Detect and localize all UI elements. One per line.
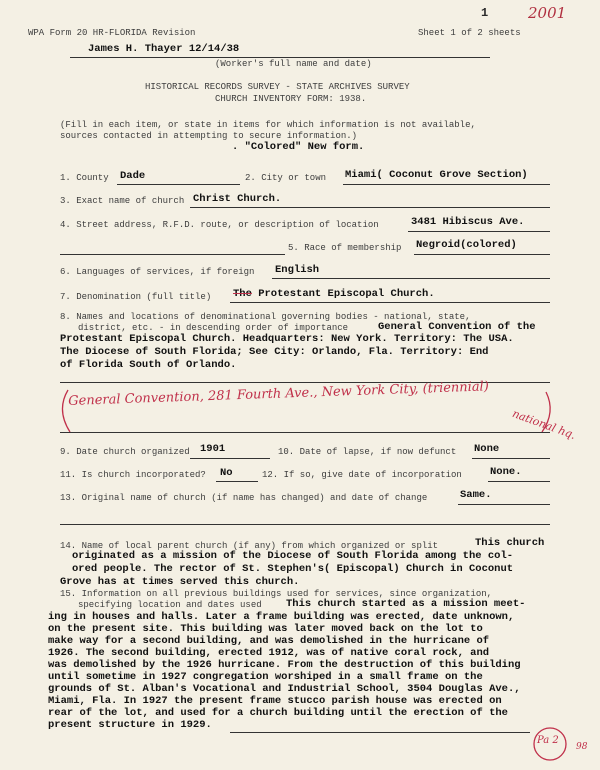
q15-value-5: 1926. The second building, erected 1912, was of native coral rock, and [48,647,490,659]
q12-incorporation-date: None. [490,466,522,478]
q4-label: 4. Street address, R.F.D. route, or description of location [60,220,379,230]
q2-city: Miami( Coconut Grove Section) [345,169,528,181]
worker-name-date: James H. Thayer 12/14/38 [88,43,240,55]
q2-label: 2. City or town [245,173,327,183]
q13-label: 13. Original name of church (if name has changed) and date of change [60,493,428,503]
q4-address: 3481 Hibiscus Ave. [411,216,525,228]
q10-lapse: None [474,443,500,455]
q7-label: 7. Denomination (full title) [60,292,212,302]
q15-value-1: This church started as a mission meet- [286,598,526,610]
q15-value-2: ing in houses and halls. Later a frame building was erected, date unknown, [48,611,515,623]
footer-mark: 98 [576,742,588,752]
q15-value-10: rear of the lot, and used for a church building until the erection of the [48,707,508,719]
q9-label: 9. Date church organized [60,447,190,457]
q8-value-2: Protestant Episcopal Church. Headquarters: New York. Territory: The USA. [60,333,514,345]
q15-value-8: grounds of St. Alban's Vocational and Industrial School, 3504 Douglas Ave., [48,683,521,695]
form-id: WPA Form 20 HR-FLORIDA Revision [28,28,196,38]
instructions-line-1: (Fill in each item, or state in items for which information is not available, [60,120,476,130]
q15-value-3: on the present site. This building was later moved back on the lot to [48,623,483,635]
q5-label: 5. Race of membership [288,243,402,253]
q1-label: 1. County [60,173,109,183]
q8-handwritten-note: General Convention, 281 Fourth Ave., New York City, (triennial) [68,379,490,409]
q14-value-1: This church [475,537,545,549]
q7-denomination-text: Protestant Episcopal Church. [251,288,435,300]
q15-value-6: was demolished by the 1926 hurricane. From the destruction of this building [48,659,521,671]
q8-handwritten-note-2: national hq. [510,407,578,442]
q8-value-1: General Convention of the [378,321,536,333]
q14-value-4: Grove has at times served this church. [60,576,300,588]
q8-value-3: The Diocese of South Florida; See City: Orlando, Fla. Territory: End [60,346,489,358]
sheet-count: Sheet 1 of 2 sheets [418,28,521,38]
colored-note: . "Colored" New form. [232,141,365,153]
q7-denomination [233,289,435,300]
worker-caption: (Worker's full name and date) [215,59,372,69]
survey-title: HISTORICAL RECORDS SURVEY - STATE ARCHIVES SURVEY [145,82,410,92]
q15-value-11: present structure in 1929. [48,719,212,731]
handwritten-number: 2001 [528,4,567,22]
q5-race: Negroid(colored) [416,239,517,251]
q15-value-9: Miami, Fla. In 1927 the present frame stucco parish house was erected on [48,695,502,707]
q6-language: English [275,264,320,276]
q3-label: 3. Exact name of church [60,196,185,206]
instructions-line-2: sources contacted in attempting to secure information.) [60,131,358,141]
q14-label: 14. Name of local parent church (if any) from which organized or split [60,541,439,551]
footer-stamp: Pa 2 [537,735,559,746]
q6-label: 6. Languages of services, if foreign [60,267,255,277]
q8-value-4: of Florida South of Orlando. [60,359,237,371]
red-bracket-icon [56,386,566,436]
q8-label-2: district, etc. - in descending order of importance [78,323,349,333]
q11-incorporated: No [220,467,233,479]
q8-label-1: 8. Names and locations of denominational governing bodies - national, state, [60,312,471,322]
q9-organized: 1901 [200,443,226,455]
q11-label: 11. Is church incorporated? [60,470,206,480]
q15-label-2: specifying location and dates used [78,600,262,610]
form-title: CHURCH INVENTORY FORM: 1938. [215,94,367,104]
q3-church-name: Christ Church. [193,193,282,205]
page-number: 1 [481,6,489,20]
q12-label: 12. If so, give date of incorporation [262,470,462,480]
q1-county: Dade [120,170,146,182]
q13-original-name: Same. [460,489,492,501]
q15-value-4: make way for a second building, and was demolished in the hurricane of [48,635,490,647]
q15-value-7: until sometime in 1927 congregation worshiped in a small frame on the [48,671,483,683]
q15-label-1: 15. Information on all previous buildings used for services, since organization, [60,589,493,599]
q14-value-3: ored people. The rector of St. Stephen's( Episcopal) Church in Coconut [72,563,514,575]
q10-label: 10. Date of lapse, if now defunct [278,447,457,457]
q7-struck-word: The [233,288,252,300]
q14-value-2: originated as a mission of the Diocese of South Florida among the col- [72,550,514,562]
